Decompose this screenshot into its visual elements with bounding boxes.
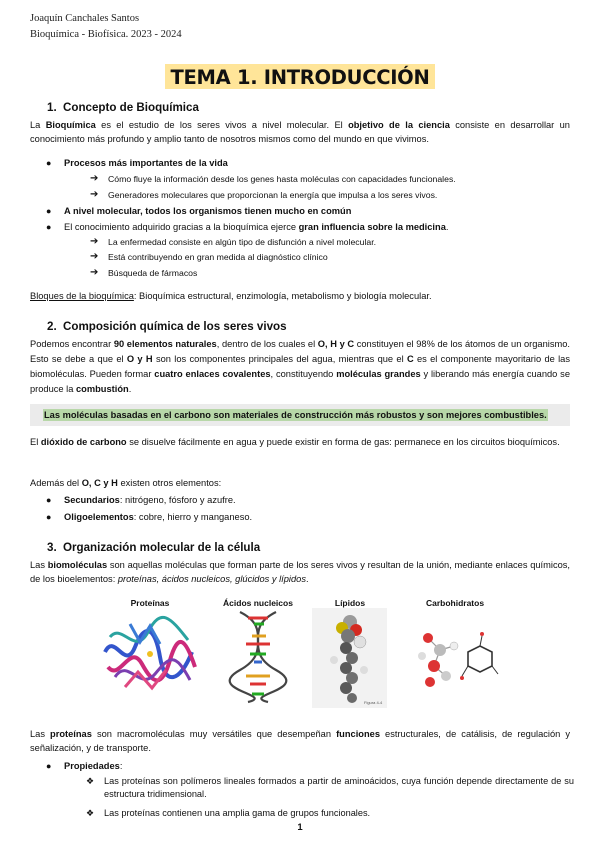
diamond-bullet-icon: ❖ <box>86 808 95 818</box>
text: El conocimiento adquirido gracias a la bioquímica ejerce <box>64 222 299 232</box>
figure-label-nucleic-acids: Ácidos nucleicos <box>223 598 293 608</box>
protein-ribbon-image <box>100 612 200 696</box>
s2-paragraph-3 <box>30 476 570 490</box>
s3-paragraph-2 <box>30 727 570 755</box>
bullet-icon: ● <box>46 761 52 771</box>
s2-paragraph-2 <box>30 435 570 449</box>
text: . <box>305 574 309 585</box>
sub-item-text: Búsqueda de fármacos <box>108 268 198 278</box>
text: son aquellas moléculas que forman parte de los seres vivos y resultan de la unión, mediante enlaces químicos, de los bioelementos: <box>30 560 571 585</box>
text: existen otros elementos: <box>117 478 222 488</box>
figure-label-carbohydrates: Carbohidratos <box>425 598 485 608</box>
property-item <box>86 775 574 801</box>
text: : Bioquímica estructural, enzimología, metabolismo y biología molecular. <box>133 291 432 301</box>
lipid-model-image <box>312 608 387 708</box>
bold-text: 90 elementos naturales <box>113 339 217 349</box>
bullet-icon: ● <box>46 158 52 168</box>
figure-label-proteins: Proteínas <box>130 598 170 608</box>
carbohydrate-model-image <box>412 616 502 700</box>
sub-list-item <box>90 267 198 279</box>
list-item <box>46 511 252 523</box>
text: : <box>119 761 123 771</box>
bold-text: moléculas grandes <box>336 369 421 379</box>
property-text: Las proteínas son polímeros lineales formados a partir de aminoácidos, cuya función depende directamente de su estructura tridimensional. <box>104 776 574 799</box>
section-1-heading <box>47 101 199 114</box>
bold-text: biomoléculas <box>47 560 108 570</box>
sub-list-item <box>90 251 328 263</box>
bold-text: funciones <box>336 729 380 739</box>
bold-text: objetivo de la ciencia <box>348 120 450 130</box>
sub-list-item <box>90 173 456 185</box>
bold-text: O y H <box>126 354 153 364</box>
list-item <box>46 760 122 772</box>
sub-item-text: La enfermedad consiste en algún tipo de disfunción a nivel molecular. <box>108 237 377 247</box>
underlined-label: Bloques de la bioquímica <box>30 291 134 301</box>
text: es el componente mayoritario de las biomoléculas. Pueden formar <box>30 354 570 379</box>
list-item <box>46 494 236 506</box>
text: . <box>128 384 132 394</box>
sub-item-text: Generadores moleculares que proporcionan la energía que impulsa a los seres vivos. <box>108 190 438 200</box>
title-wrap <box>0 64 600 89</box>
text: Además del <box>30 478 82 488</box>
bullet-icon: ● <box>46 222 52 232</box>
diamond-bullet-icon: ❖ <box>86 776 95 786</box>
highlight-text: Las moléculas basadas en el carbono son materiales de construcción más robustos y son mejores combustibles. <box>44 410 547 420</box>
sub-list-item <box>90 189 438 201</box>
bullet-text <box>64 511 252 523</box>
bold-text: Bioquímica <box>45 120 96 130</box>
bold-text: Secundarios <box>64 495 120 505</box>
bullet-text: Procesos más importantes de la vida <box>64 158 228 168</box>
arrow-icon: ➔ <box>90 267 99 278</box>
list-item <box>46 205 351 217</box>
section-1-title: Concepto de Bioquímica <box>63 101 199 114</box>
arrow-icon: ➔ <box>90 189 99 200</box>
text: . <box>445 222 449 232</box>
text: La <box>30 120 46 130</box>
text: El <box>30 437 41 447</box>
highlight-box <box>30 404 570 426</box>
header-author: Joaquín Canchales Santos <box>30 13 140 24</box>
arrow-icon: ➔ <box>90 236 99 247</box>
text: Podemos encontrar <box>30 339 114 349</box>
list-item <box>46 157 228 169</box>
text: estructurales, de catálisis, de regulación y señalización, y de transporte. <box>30 729 570 754</box>
section-2-heading <box>47 320 287 333</box>
text: : nitrógeno, fósforo y azufre. <box>119 495 236 505</box>
bold-text: Oligoelementos <box>64 512 134 522</box>
figure-label-lipids: Lípidos <box>334 598 366 608</box>
text: , constituyendo <box>270 369 337 379</box>
sub-item-text: Está contribuyendo en gran medida al diagnóstico clínico <box>108 252 328 262</box>
text: : cobre, hierro y manganeso. <box>133 512 253 522</box>
bold-text: gran influencia sobre la medicina <box>298 222 446 232</box>
property-text: Las proteínas contienen una amplia gama de grupos funcionales. <box>104 808 371 818</box>
text: son los componentes principales del agua, mientras que el <box>152 354 407 364</box>
italic-text: proteínas, ácidos nucleicos, glúcidos y lípidos <box>117 574 306 585</box>
text: son macromoléculas muy versátiles que desempeñan <box>91 729 337 739</box>
list-item <box>46 221 448 233</box>
text: constituyen el 98% de los átomos de un organismo. Esto se debe a que el <box>30 339 570 364</box>
text: Las <box>30 729 51 739</box>
bullet-icon: ● <box>46 206 52 216</box>
text: consiste en desarrollar un conocimiento más profundo y amplio tanto de nosotros mismos como del mundo en que vivimos. <box>30 120 570 145</box>
section-1-number: 1. <box>47 101 57 114</box>
text: se disuelve fácilmente en agua y puede existir en forma de gas: permanece en los circuitos bioquímicos. <box>126 437 560 447</box>
text: , dentro de los cuales el <box>216 339 318 349</box>
page-number: 1 <box>297 822 303 833</box>
sub-list-item <box>90 236 377 248</box>
dna-helix-image <box>228 610 288 704</box>
s3-paragraph-1 <box>30 558 570 586</box>
figure-caption: Figura 4-4 <box>364 700 383 705</box>
bullet-icon: ● <box>46 512 52 522</box>
bold-text: cuatro enlaces covalentes <box>154 369 271 379</box>
section-3-heading <box>47 541 260 554</box>
bullet-icon: ● <box>46 495 52 505</box>
blocks-line <box>30 289 570 303</box>
bullet-text <box>64 494 236 506</box>
bold-text: combustión <box>76 384 129 394</box>
bold-text: proteínas <box>50 729 92 739</box>
s1-intro-paragraph <box>30 118 570 146</box>
arrow-icon: ➔ <box>90 173 99 184</box>
text: Las <box>30 560 48 570</box>
bullet-text <box>64 760 122 772</box>
bold-text: C <box>406 354 414 364</box>
text: y liberando más energía cuando se produce la <box>30 369 571 394</box>
s2-paragraph-1 <box>30 337 570 397</box>
sub-item-text: Cómo fluye la información desde los genes hasta moléculas con capacidades funcionales. <box>108 174 456 184</box>
bold-text: O, H y C <box>317 339 355 349</box>
bold-text: dióxido de carbono <box>40 437 127 447</box>
bold-text: O, C y H <box>81 478 118 488</box>
bullet-text <box>64 221 448 233</box>
header-course: Bioquímica - Biofísica. 2023 - 2024 <box>30 29 182 40</box>
section-2-title: Composición química de los seres vivos <box>63 320 287 333</box>
bold-text: Propiedades <box>64 761 120 771</box>
section-3-number: 3. <box>47 541 57 554</box>
section-3-title: Organización molecular de la célula <box>63 541 261 554</box>
text: es el estudio de los seres vivos a nivel molecular. El <box>95 120 349 130</box>
bullet-text: A nivel molecular, todos los organismos tienen mucho en común <box>64 206 352 216</box>
property-item <box>86 807 574 820</box>
section-2-number: 2. <box>47 320 57 333</box>
arrow-icon: ➔ <box>90 251 99 262</box>
page-title: TEMA 1. INTRODUCCIÓN <box>165 64 436 89</box>
